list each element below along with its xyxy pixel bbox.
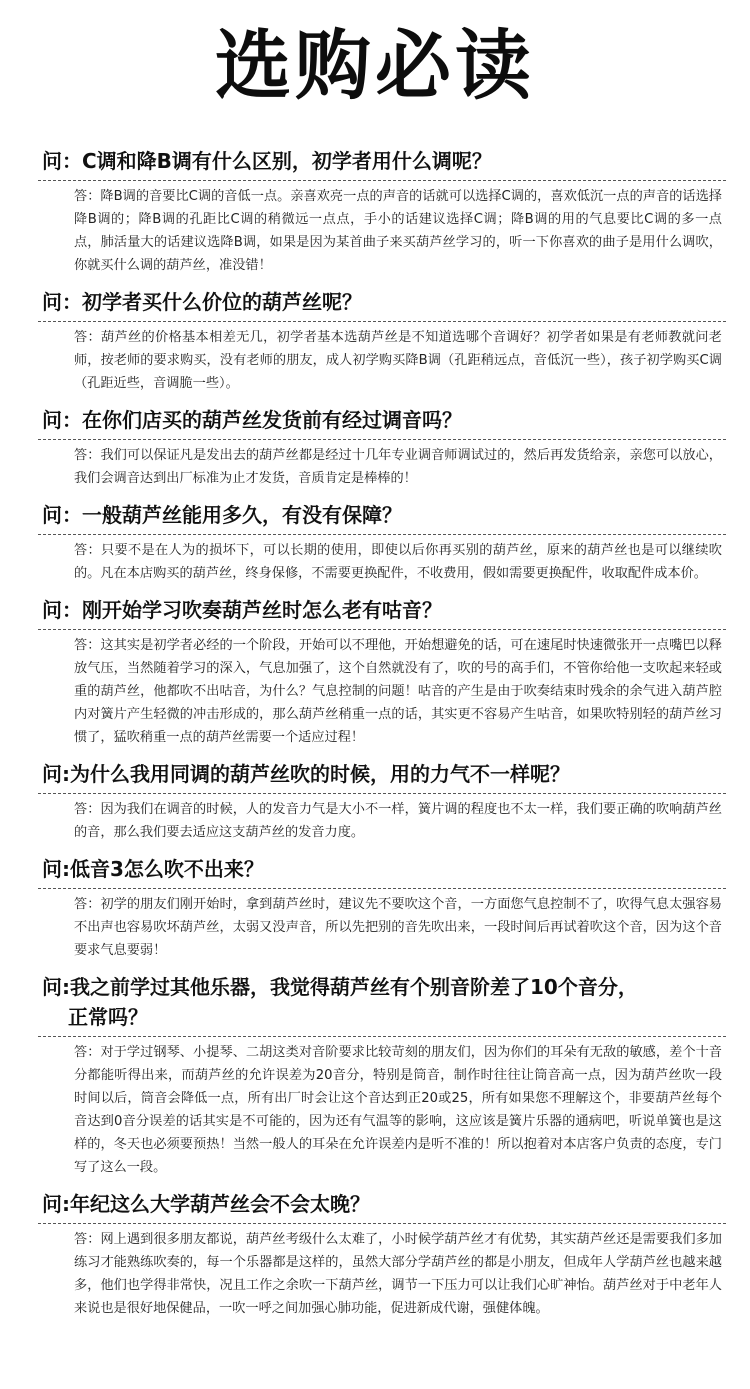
dashed-divider [38, 888, 726, 889]
dashed-divider [38, 1223, 726, 1224]
question: 问:低音3怎么吹不出来？ [42, 857, 264, 881]
qa-item-8 [0, 972, 750, 1179]
answer: 答：葫芦丝的价格基本相差无几，初学者基本选葫芦丝是不知道选哪个音调好？初学者如果是有老师教就问老师，按老师的要求购买，没有老师的朋友，成人初学购买降B调（孔距稍远点，音低沉一些），孩子初学购买C调（孔距近些，音调脆一些）。 [74, 330, 722, 391]
question-line-1: 问:我之前学过其他乐器，我觉得葫芦丝有个别音阶差了10个音分， [42, 975, 638, 999]
qa-item-4 [0, 500, 750, 585]
qa-item-6 [0, 759, 750, 844]
question: 问：在你们店买的葫芦丝发货前有经过调音吗？ [42, 408, 462, 432]
answer: 答：对于学过钢琴、小提琴、二胡这类对音阶要求比较苛刻的朋友们，因为你们的耳朵有无敌的敏感，差个十音分都能听得出来，而葫芦丝的允许误差为20音分，特别是筒音，制作时往往让筒音高一点，因为葫芦丝吹一段时间以后，筒音会降低一点，所有出厂时会让这个音达到正20或25，所有如果您不理解这个，非要葫芦丝每个音达到0音分误差的话其实是不可能的，因为还有气温等的影响，这应该是簧片乐器的通病吧，听说单簧也是这样的，冬天也必须要预热！当然一般人的耳朵在允许误差内是听不准的！所以抱着对本店客户负责的态度，专门写了这么一段。 [74, 1045, 722, 1175]
answer: 答：网上遇到很多朋友都说，葫芦丝考级什么太难了，小时候学葫芦丝才有优势，其实葫芦丝还是需要我们多加练习才能熟练吹奏的，每一个乐器都是这样的，虽然大部分学葫芦丝的都是小朋友，但成年人学葫芦丝也越来越多，他们也学得非常快，况且工作之余吹一下葫芦丝，调节一下压力可以让我们心旷神怡。葫芦丝对于中老年人来说也是很好地保健品，一吹一呼之间加强心肺功能，促进新成代谢，强健体魄。 [74, 1232, 722, 1316]
question: 问：初学者买什么价位的葫芦丝呢？ [42, 290, 362, 314]
dashed-divider [38, 439, 726, 440]
question: 问：一般葫芦丝能用多久，有没有保障？ [42, 503, 402, 527]
question-line-2: 正常吗？ [68, 1005, 148, 1029]
question: 问：刚开始学习吹奏葫芦丝时怎么老有咕音？ [42, 598, 442, 622]
qa-item-1 [0, 146, 750, 277]
dashed-divider [38, 534, 726, 535]
dashed-divider [38, 629, 726, 630]
qa-item-9 [0, 1189, 750, 1320]
answer: 答：因为我们在调音的时候，人的发音力气是大小不一样，簧片调的程度也不太一样，我们要正确的吹响葫芦丝的音，那么我们要去适应这支葫芦丝的发音力度。 [74, 802, 722, 840]
question: 问:为什么我用同调的葫芦丝吹的时候，用的力气不一样呢？ [42, 762, 570, 786]
page-title: 选购必读 [215, 21, 535, 110]
dashed-divider [38, 793, 726, 794]
question: 问：C调和降B调有什么区别，初学者用什么调呢？ [42, 149, 492, 173]
dashed-divider [38, 321, 726, 322]
answer: 答：只要不是在人为的损坏下，可以长期的使用，即使以后你再买别的葫芦丝，原来的葫芦丝也是可以继续吹的。凡在本店购买的葫芦丝，终身保修，不需要更换配件，不收费用，假如需要更换配件，收取配件成本价。 [74, 543, 722, 581]
dashed-divider [38, 1036, 726, 1037]
answer: 答：这其实是初学者必经的一个阶段，开始可以不理他，开始想避免的话，可在速尾时快速微张开一点嘴巴以释放气压，当然随着学习的深入，气息加强了，这个自然就没有了，吹的号的高手们，不管你给他一支吹起来轻或重的葫芦丝，他都吹不出咕音，为什么？气息控制的问题！咕音的产生是由于吹奏结束时残余的余气进入葫芦腔内对簧片产生轻微的冲击形成的，那么葫芦丝稍重一点的话，其实更不容易产生咕音，如果吹特别轻的葫芦丝习惯了，猛吹稍重一点的葫芦丝需要一个适应过程！ [74, 638, 722, 745]
answer: 答：初学的朋友们刚开始时，拿到葫芦丝时，建议先不要吹这个音，一方面您气息控制不了，吹得气息太强容易不出声也容易吹坏葫芦丝，太弱又没声音，所以先把别的音先吹出来，一段时间后再试着吹这个音，因为这个音要求气息要弱！ [74, 897, 722, 958]
question: 问:年纪这么大学葫芦丝会不会太晚？ [42, 1192, 370, 1216]
qa-item-7 [0, 854, 750, 962]
dashed-divider [38, 180, 726, 181]
question [42, 972, 726, 1032]
qa-item-3 [0, 405, 750, 490]
answer: 答：降B调的音要比C调的音低一点。亲喜欢亮一点的声音的话就可以选择C调的，喜欢低沉一点的声音的话选择降B调的；降B调的孔距比C调的稍微远一点点，手小的话建议选择C调；降B调的用的气息要比C调的多一点点，肺活量大的话建议选降B调，如果是因为某首曲子来买葫芦丝学习的，听一下你喜欢的曲子是用什么调吹，你就买什么调的葫芦丝，准没错！ [74, 189, 722, 273]
qa-item-5 [0, 595, 750, 749]
qa-item-2 [0, 287, 750, 395]
answer: 答：我们可以保证凡是发出去的葫芦丝都是经过十几年专业调音师调试过的，然后再发货给亲，亲您可以放心，我们会调音达到出厂标准为止才发货，音质肯定是棒棒的！ [74, 448, 722, 486]
